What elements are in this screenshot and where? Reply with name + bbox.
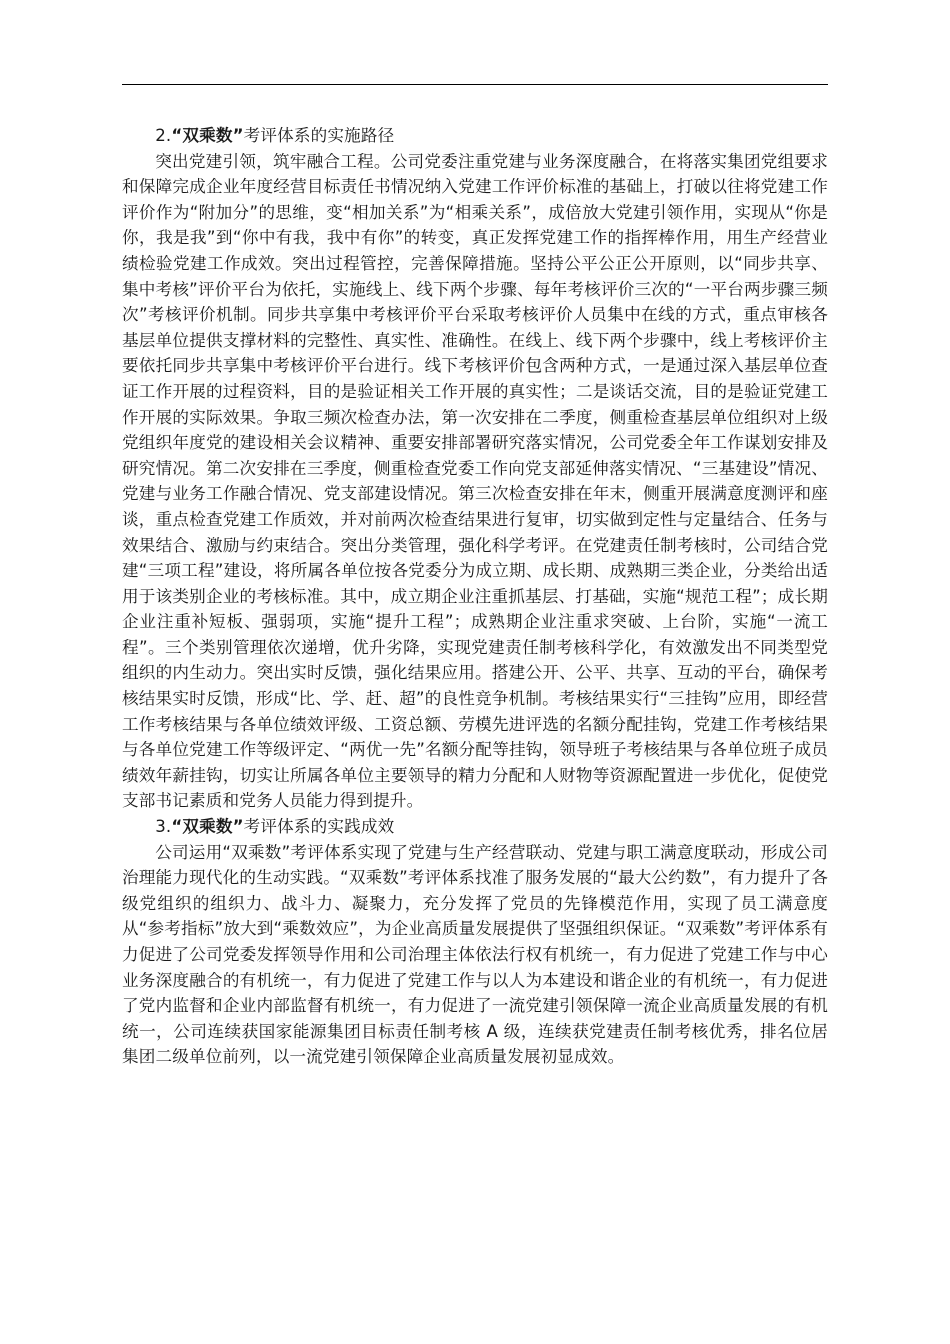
section-2-heading-text: 考评体系的实施路径 [243,126,395,145]
section-2-paragraph: 突出党建引领，筑牢融合工程。公司党委注重党建与业务深度融合，在将落实集团党组要求和保障完成企业年度经营目标责任书情况纳入党建工作评价标准的基础上，打破以往将党建工作评价作为“附加分”的思维，变“相加关系”为“相乘关系”，成倍放大党建引领作用，实现从“你是你，我是我”到“你中有我，我中有你”的转变，真正发挥党建工作的指挥棒作用，用生产经营业绩检验党建工作成效。突出过程管控，完善保障措施。坚持公平公正公开原则，以“同步共享、集中考核”评价平台为依托，实施线上、线下两个步骤、每年考核评价三次的“一平台两步骤三频次”考核评价机制。同步共享集中考核评价平台采取考核评价人员集中在线的方式，重点审核各基层单位提供支撑材料的完整性、真实性、准确性。在线上、线下两个步骤中，线上考核评价主要依托同步共享集中考核评价平台进行。线下考核评价包含两种方式，一是通过深入基层单位查证工作开展的过程资料，目的是验证相关工作开展的真实性；二是谈话交流，目的是验证党建工作开展的实际效果。争取三频次检查办法，第一次安排在二季度，侧重检查基层单位组织对上级党组织年度党的建设相关会议精神、重要安排部署研究落实情况，公司党委全年工作谋划安排及研究情况。第二次安排在三季度，侧重检查党委工作向党支部延伸落实情况、“三基建设”情况、党建与业务工作融合情况、党支部建设情况。第三次检查安排在年末，侧重开展满意度测评和座谈，重点检查党建工作质效，并对前两次检查结果进行复审，切实做到定性与定量结合、任务与效果结合、激励与约束结合。突出分类管理，强化科学考评。在党建责任制考核时，公司结合党建“三项工程”建设，将所属各单位按各党委分为成立期、成长期、成熟期三类企业，分类给出适用于该类别企业的考核标准。其中，成立期企业注重抓基层、打基础，实施“规范工程”；成长期企业注重补短板、强弱项，实施“提升工程”；成熟期企业注重求突破、上台阶，实施“一流工程”。三个类别管理依次递增，优升劣降，实现党建责任制考核科学化，有效激发出不同类型党组织的内生动力。突出实时反馈，强化结果应用。搭建公开、公平、共享、互动的平台，确保考核结果实时反馈，形成“比、学、赶、超”的良性竞争机制。考核结果实行“三挂钩”应用，即经营工作考核结果与各单位绩效评级、工资总额、劳模先进评选的名额分配挂钩，党建工作考核结果与各单位党建工作等级评定、“两优一先”名额分配等挂钩，领导班子考核结果与各单位班子成员绩效年薪挂钩，切实让所属各单位主要领导的精力分配和人财物等资源配置进一步优化，促使党支部书记素质和党务人员能力得到提升。 [122,151,828,811]
section-2-heading [122,123,828,149]
section-2-heading-number: 2. [155,126,172,145]
section-3-heading-number: 3. [155,817,172,837]
document-body [122,123,828,1070]
section-2-heading-quoted: “双乘数” [171,126,244,145]
section-3-heading [122,814,828,840]
section-3-heading-quoted: “双乘数” [171,817,244,837]
section-3-heading-text: 考评体系的实践成效 [243,817,395,837]
section-3-paragraph: 公司运用“双乘数”考评体系实现了党建与生产经营联动、党建与职工满意度联动，形成公司治理能力现代化的生动实践。“双乘数”考评体系找准了服务发展的“最大公约数”，有力提升了各级党组织的组织力、战斗力、凝聚力，充分发挥了党员的先锋模范作用，实现了员工满意度从“参考指标”放大到“乘数效应”，为企业高质量发展提供了坚强组织保证。“双乘数”考评体系有力促进了公司党委发挥领导作用和公司治理主体依法行权有机统一，有力促进了党建工作与中心业务深度融合的有机统一，有力促进了党建工作与以人为本建设和谐企业的有机统一，有力促进了党内监督和企业内部监督有机统一，有力促进了一流党建引领保障一流企业高质量发展的有机统一，公司连续获国家能源集团目标责任制考核 A 级，连续获党建责任制考核优秀，排名位居集团二级单位前列，以一流党建引领保障企业高质量发展初显成效。 [122,842,828,1067]
header-rule [122,84,828,85]
